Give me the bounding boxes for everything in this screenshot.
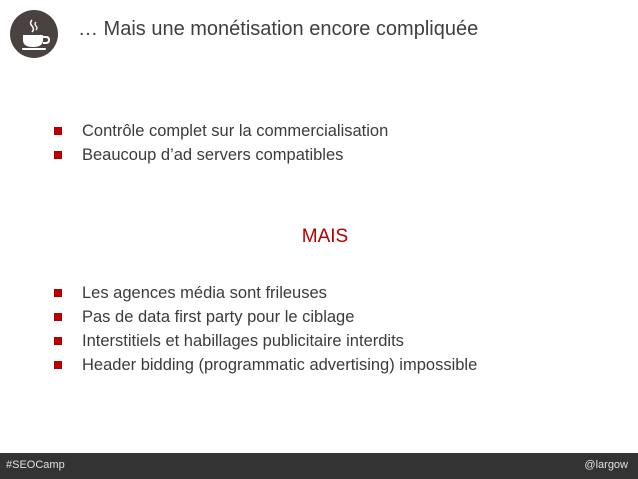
footer-hashtag: #SEOCamp (6, 459, 65, 471)
list-item (54, 119, 388, 143)
list-item-text: Header bidding (programmatic advertising) impossible (82, 356, 478, 374)
list-item (54, 305, 477, 329)
list-item-text: Les agences média sont frileuses (82, 284, 327, 302)
list-item-text: Interstitiels et habillages publicitaire interdits (82, 332, 404, 350)
bullet-square-icon (54, 151, 62, 159)
footer-bar (0, 453, 638, 479)
bullet-square-icon (54, 313, 62, 321)
list-item-text: Beaucoup d’ad servers compatibles (82, 146, 344, 164)
logo (10, 10, 58, 58)
pros-list (54, 119, 388, 167)
bullet-square-icon (54, 361, 62, 369)
list-item (54, 281, 477, 305)
list-item (54, 329, 477, 353)
list-item (54, 143, 388, 167)
cons-list (54, 281, 477, 377)
list-item (54, 353, 477, 377)
footer-handle: @largow (584, 459, 628, 471)
bullet-square-icon (54, 289, 62, 297)
bullet-square-icon (54, 337, 62, 345)
slide-title: … Mais une monétisation encore compliquée (78, 18, 479, 40)
list-item-text: Contrôle complet sur la commercialisation (82, 122, 389, 140)
coffee-cup-icon (10, 10, 58, 58)
list-item-text: Pas de data first party pour le ciblage (82, 308, 355, 326)
separator-heading: MAIS (301, 226, 349, 247)
bullet-square-icon (54, 127, 62, 135)
